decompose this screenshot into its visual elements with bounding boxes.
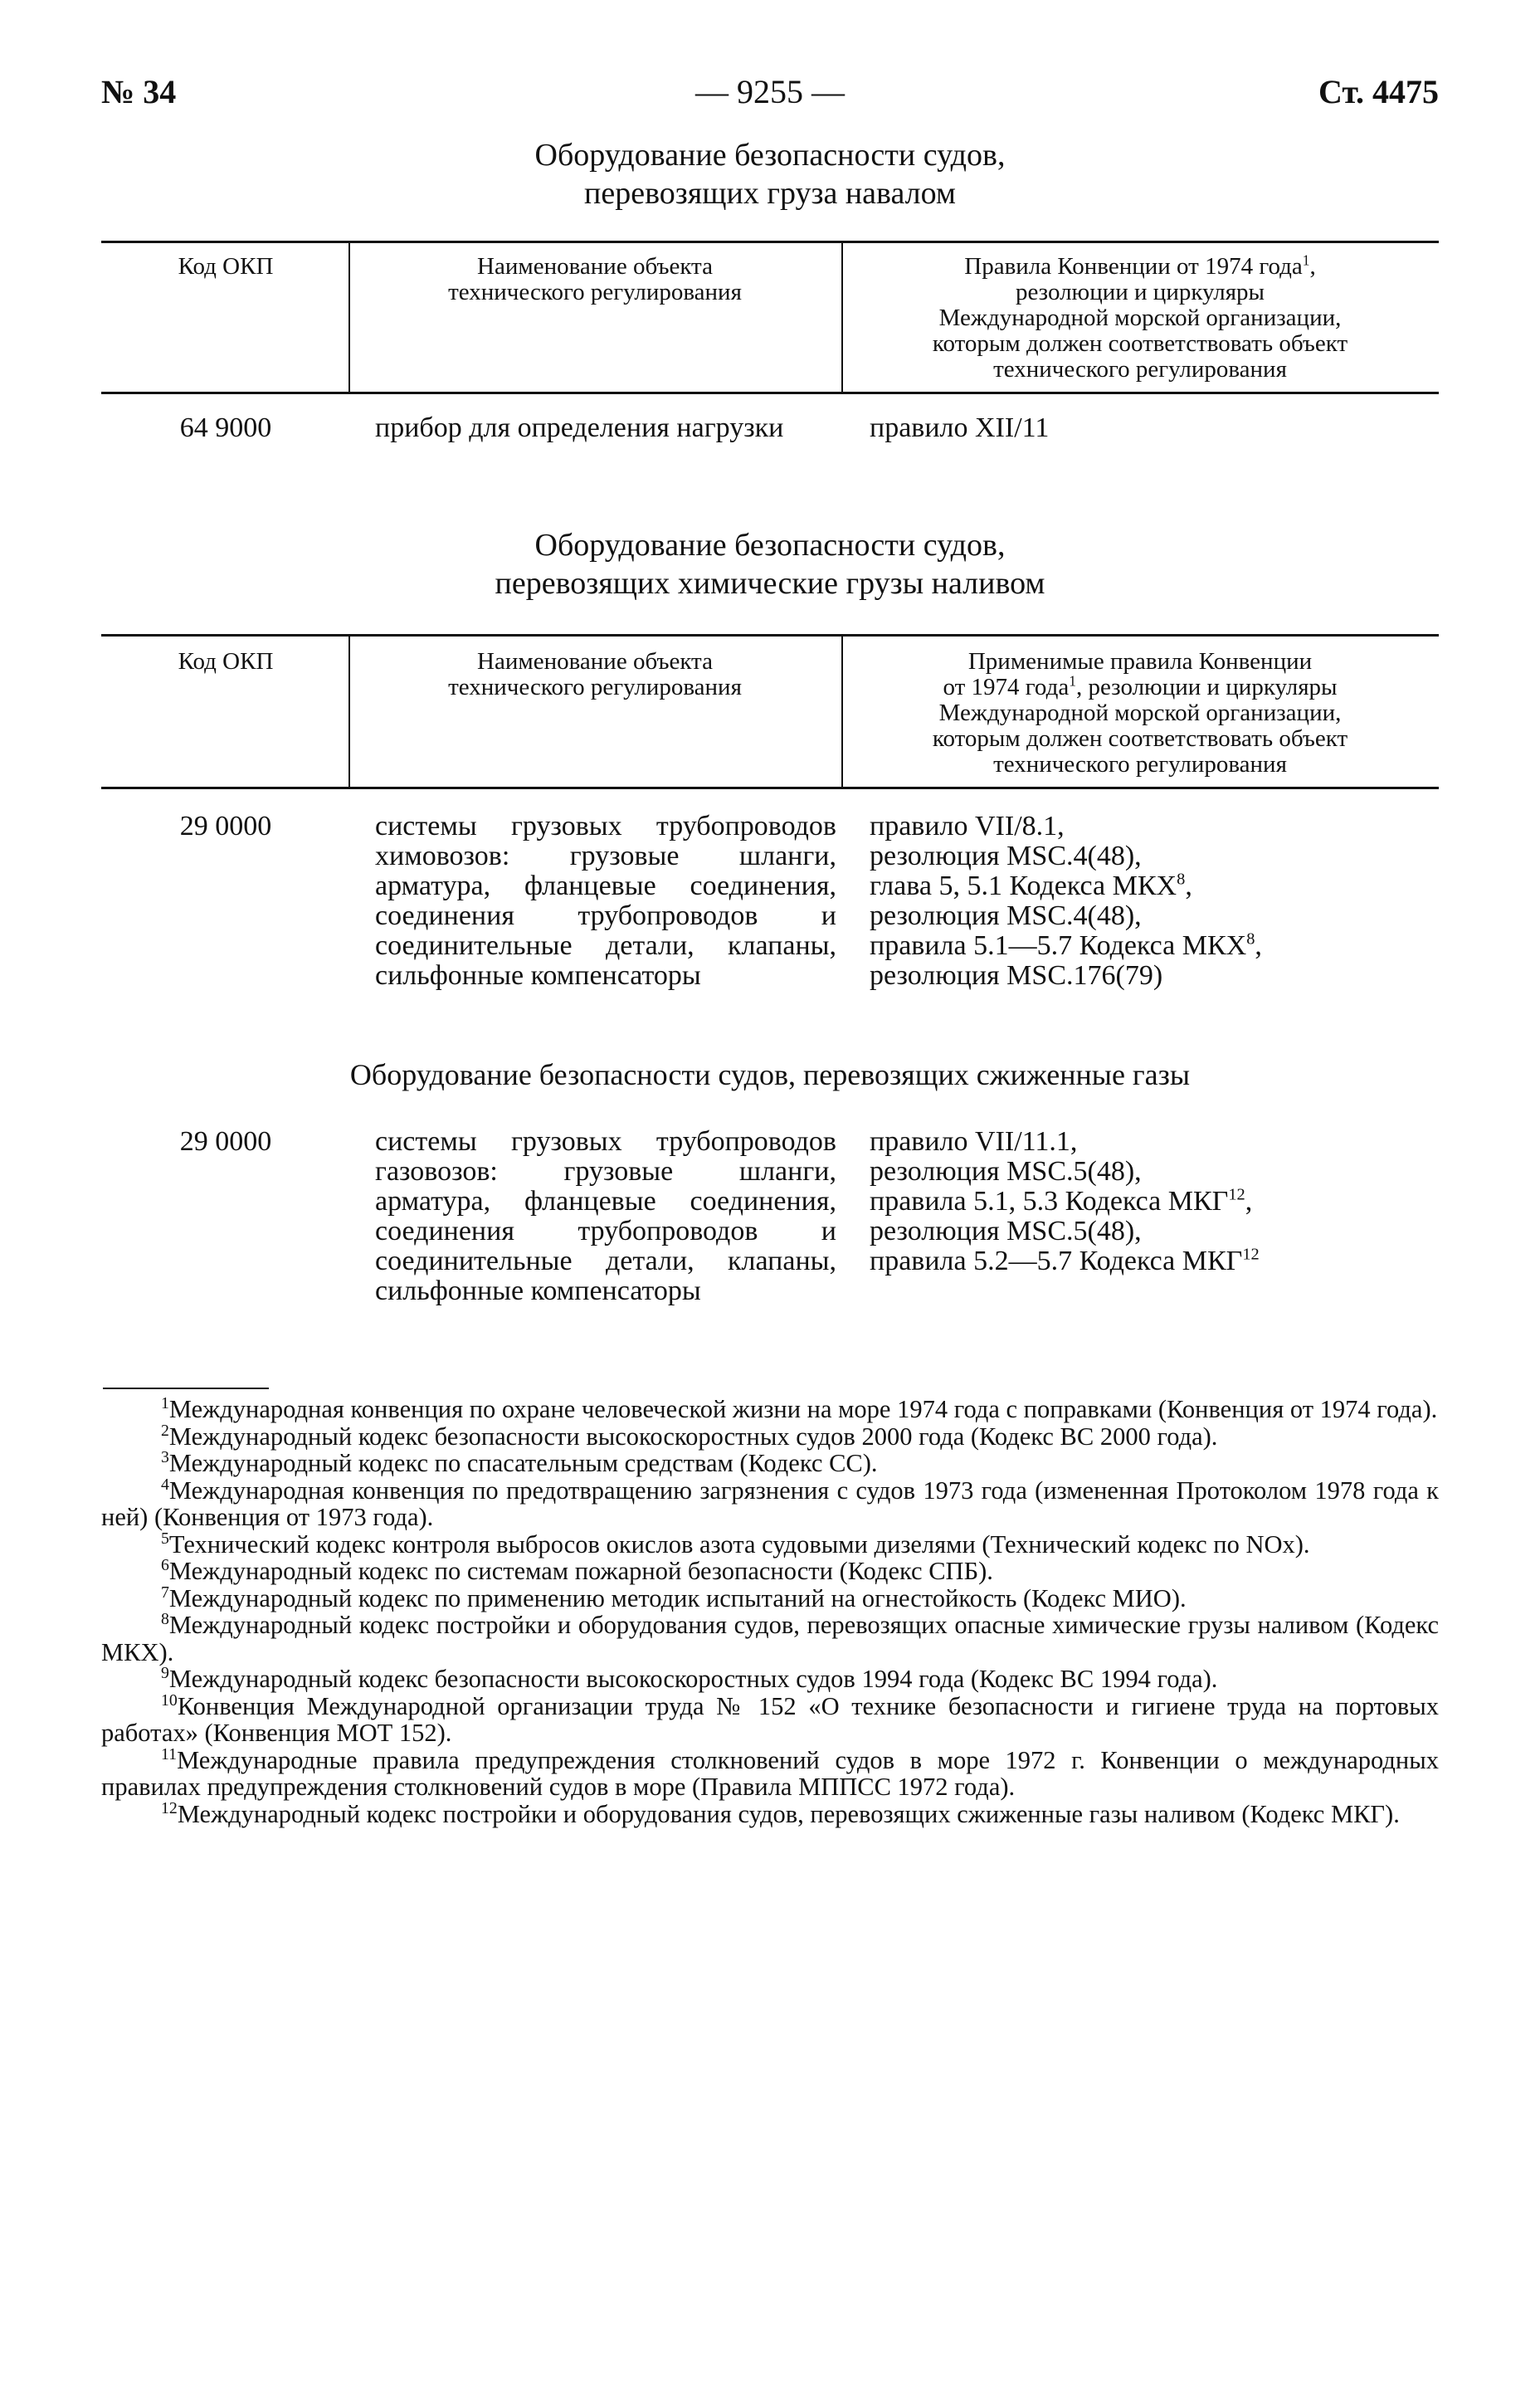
footnote-text: Международная конвенция по охране человеческой жизни на море 1974 года с поправками (Конвенция от 1974 года). — [168, 1395, 1438, 1423]
header-rules — [841, 649, 1439, 778]
article-number: Ст. 4475 — [1318, 73, 1439, 110]
footnote-ref: 8 — [1177, 870, 1186, 889]
table-rule — [101, 787, 1439, 789]
footnote-ref: 12 — [1242, 1245, 1260, 1264]
table-rule — [101, 241, 1439, 243]
header-rules-text: от 1974 года — [943, 674, 1070, 700]
section2-title-line: Оборудование безопасности судов, — [534, 528, 1006, 563]
footnote-ref: 12 — [1228, 1185, 1245, 1204]
footnote-number: 10 — [161, 1690, 178, 1710]
header-code: Код ОКП — [178, 648, 274, 675]
footnote-number: 7 — [161, 1583, 169, 1602]
reference-text: резолюция MSC.4(48), — [870, 841, 1142, 871]
footnote-text: Международный кодекс по системам пожарной безопасности (Кодекс СПБ). — [168, 1557, 993, 1585]
footnote-ref: 1 — [1302, 251, 1310, 269]
header-rules-line — [841, 251, 1439, 280]
header-rules-line: которым должен соответствовать объект — [932, 725, 1348, 752]
footnote-text: Международная конвенция по предотвращению загрязнения с судов 1973 года (измененная Протоколом 1978 года к ней) (Конвенция от 1973 года). — [101, 1476, 1439, 1531]
footnote-number: 8 — [161, 1609, 169, 1628]
header-name-line: Наименование объекта — [477, 253, 713, 280]
footnote — [101, 1744, 1439, 1801]
row-name: системы грузовых трубопроводов химовозов: грузовые шланги, арматура, фланцевые соединения, соединения трубопроводов и соединительные детали, клапаны, сильфонные компенсаторы — [375, 811, 836, 991]
reference-line — [870, 1217, 1417, 1246]
header-name-line: Наименование объекта — [477, 648, 713, 675]
footnote-number: 2 — [161, 1421, 169, 1440]
section2-title — [0, 526, 1540, 602]
footnote-text: Международный кодекс по спасательным средствам (Кодекс СС). — [168, 1449, 878, 1477]
section1-title-line: перевозящих груза навалом — [584, 176, 956, 211]
section1-title-line: Оборудование безопасности судов, — [534, 138, 1006, 173]
reference-punct: , — [1245, 1186, 1253, 1217]
footnote-number: 3 — [161, 1447, 169, 1466]
reference-text: резолюция MSC.5(48), — [870, 1216, 1142, 1246]
footnote — [101, 1447, 1439, 1477]
section2-title-line: перевозящих химические грузы наливом — [495, 566, 1045, 601]
footnote — [101, 1423, 1439, 1451]
footnote — [101, 1393, 1439, 1423]
reference-text: правила 5.2—5.7 Кодекса МКГ — [870, 1246, 1243, 1276]
footnote — [101, 1663, 1439, 1693]
header-rules-line: Применимые правила Конвенции — [967, 648, 1313, 675]
table-rule — [101, 634, 1439, 637]
reference-text: резолюция MSC.176(79) — [870, 960, 1163, 991]
header-rules-text: , резолюции и циркуляры — [1075, 674, 1338, 700]
footnote-number: 9 — [161, 1663, 169, 1682]
footnote-text: Международный кодекс по применению методик испытаний на огнестойкость (Кодекс МИО). — [168, 1583, 1187, 1612]
reference-line — [870, 901, 1417, 931]
header-rules-text: Правила Конвенции от 1974 года — [964, 253, 1303, 280]
row-rule: правило XII/11 — [870, 412, 1050, 443]
reference-text: резолюция MSC.4(48), — [870, 900, 1142, 931]
header-name — [348, 254, 841, 305]
header-rules-line: технического регулирования — [993, 751, 1287, 778]
footnote — [101, 1609, 1439, 1666]
reference-line — [870, 931, 1417, 961]
header-rules — [841, 251, 1439, 383]
footnote-text: Конвенция Международной организации труда № 152 «О технике безопасности и гигиене труда на портовых работах» (Конвенция МОТ 152). — [101, 1691, 1439, 1747]
footnote-text: Международный кодекс постройки и оборудования судов, перевозящих опасные химические грузы наливом (Кодекс МКХ). — [101, 1611, 1439, 1666]
reference-punct: , — [1255, 930, 1262, 961]
footnote — [101, 1690, 1439, 1747]
footnote-text: Международные правила предупреждения столкновений судов в море 1972 г. Конвенции о международных правилах предупреждения столкновений судов в море (Правила МППСС 1972 года). — [101, 1745, 1439, 1801]
header-rules-punct: , — [1309, 253, 1316, 280]
footnote — [101, 1531, 1439, 1559]
header-name — [348, 649, 841, 700]
footnote-text: Международный кодекс безопасности высокоскоростных судов 1994 года (Кодекс ВС 1994 года). — [168, 1665, 1218, 1693]
header-rules-line: технического регулирования — [993, 356, 1287, 383]
footnote-text: Международный кодекс безопасности высокоскоростных судов 2000 года (Кодекс ВС 2000 года). — [168, 1422, 1218, 1451]
row-code: 64 9000 — [179, 412, 272, 443]
reference-line — [870, 961, 1417, 991]
footnotes — [101, 1393, 1439, 1828]
header-name-line: технического регулирования — [448, 674, 742, 700]
footnote-text: Международный кодекс постройки и оборудования судов, перевозящих сжиженные газы наливом (Кодекс МКГ). — [177, 1799, 1400, 1828]
footnote-ref: 1 — [1069, 672, 1076, 690]
reference-line — [870, 841, 1417, 871]
page-number: — 9255 — — [695, 73, 845, 110]
section1-title — [0, 136, 1540, 212]
footnote-number: 6 — [161, 1555, 169, 1574]
reference-text: глава 5, 5.1 Кодекса МКХ — [870, 871, 1177, 901]
header-rules-line: которым должен соответствовать объект — [932, 330, 1348, 357]
footnote-separator — [103, 1388, 269, 1389]
header-rules-line: Международной морской организации, — [938, 305, 1342, 331]
reference-text: резолюция MSC.5(48), — [870, 1156, 1142, 1187]
row-name: системы грузовых трубопроводов газовозов: грузовые шланги, арматура, фланцевые соединения, соединения трубопроводов и соединительные детали, клапаны, сильфонные компенсаторы — [375, 1126, 836, 1306]
header-name-line: технического регулирования — [448, 279, 742, 305]
header-rules-line: резолюции и циркуляры — [1015, 279, 1265, 305]
row-code: 29 0000 — [179, 811, 272, 841]
reference-line — [870, 871, 1417, 901]
footnote — [101, 1555, 1439, 1585]
footnote-number: 5 — [161, 1529, 169, 1548]
reference-line — [870, 1157, 1417, 1187]
row-references — [870, 812, 1417, 991]
reference-text: правила 5.1—5.7 Кодекса МКХ — [870, 930, 1247, 961]
footnote-text: Технический кодекс контроля выбросов окислов азота судовыми дизелями (Технический кодекс по NOx). — [168, 1529, 1310, 1559]
reference-text: правило VII/11.1, — [870, 1126, 1078, 1157]
footnote-number: 1 — [161, 1393, 169, 1412]
footnote-number: 12 — [161, 1798, 178, 1817]
reference-line — [870, 1187, 1417, 1217]
footnote — [101, 1477, 1439, 1531]
header-rules-line — [841, 672, 1439, 700]
footnote-number: 4 — [161, 1475, 169, 1494]
reference-text: правила 5.1, 5.3 Кодекса МКГ — [870, 1186, 1229, 1217]
reference-line — [870, 1127, 1417, 1157]
header-code: Код ОКП — [178, 253, 274, 280]
row-name: прибор для определения нагрузки — [375, 412, 784, 443]
section3-title: Оборудование безопасности судов, перевозящих сжиженные газы — [349, 1058, 1191, 1091]
row-code: 29 0000 — [179, 1126, 272, 1157]
reference-line — [870, 1246, 1417, 1276]
footnote-ref: 8 — [1246, 929, 1255, 949]
footnote-number: 11 — [161, 1744, 178, 1763]
footnote — [101, 1585, 1439, 1612]
footnote — [101, 1798, 1439, 1828]
table-rule — [101, 392, 1439, 394]
reference-punct: , — [1185, 871, 1192, 901]
issue-number: № 34 — [101, 73, 177, 110]
row-references — [870, 1127, 1417, 1276]
header-rules-line: Международной морской организации, — [938, 700, 1342, 726]
reference-line — [870, 812, 1417, 841]
reference-text: правило VII/8.1, — [870, 811, 1065, 841]
